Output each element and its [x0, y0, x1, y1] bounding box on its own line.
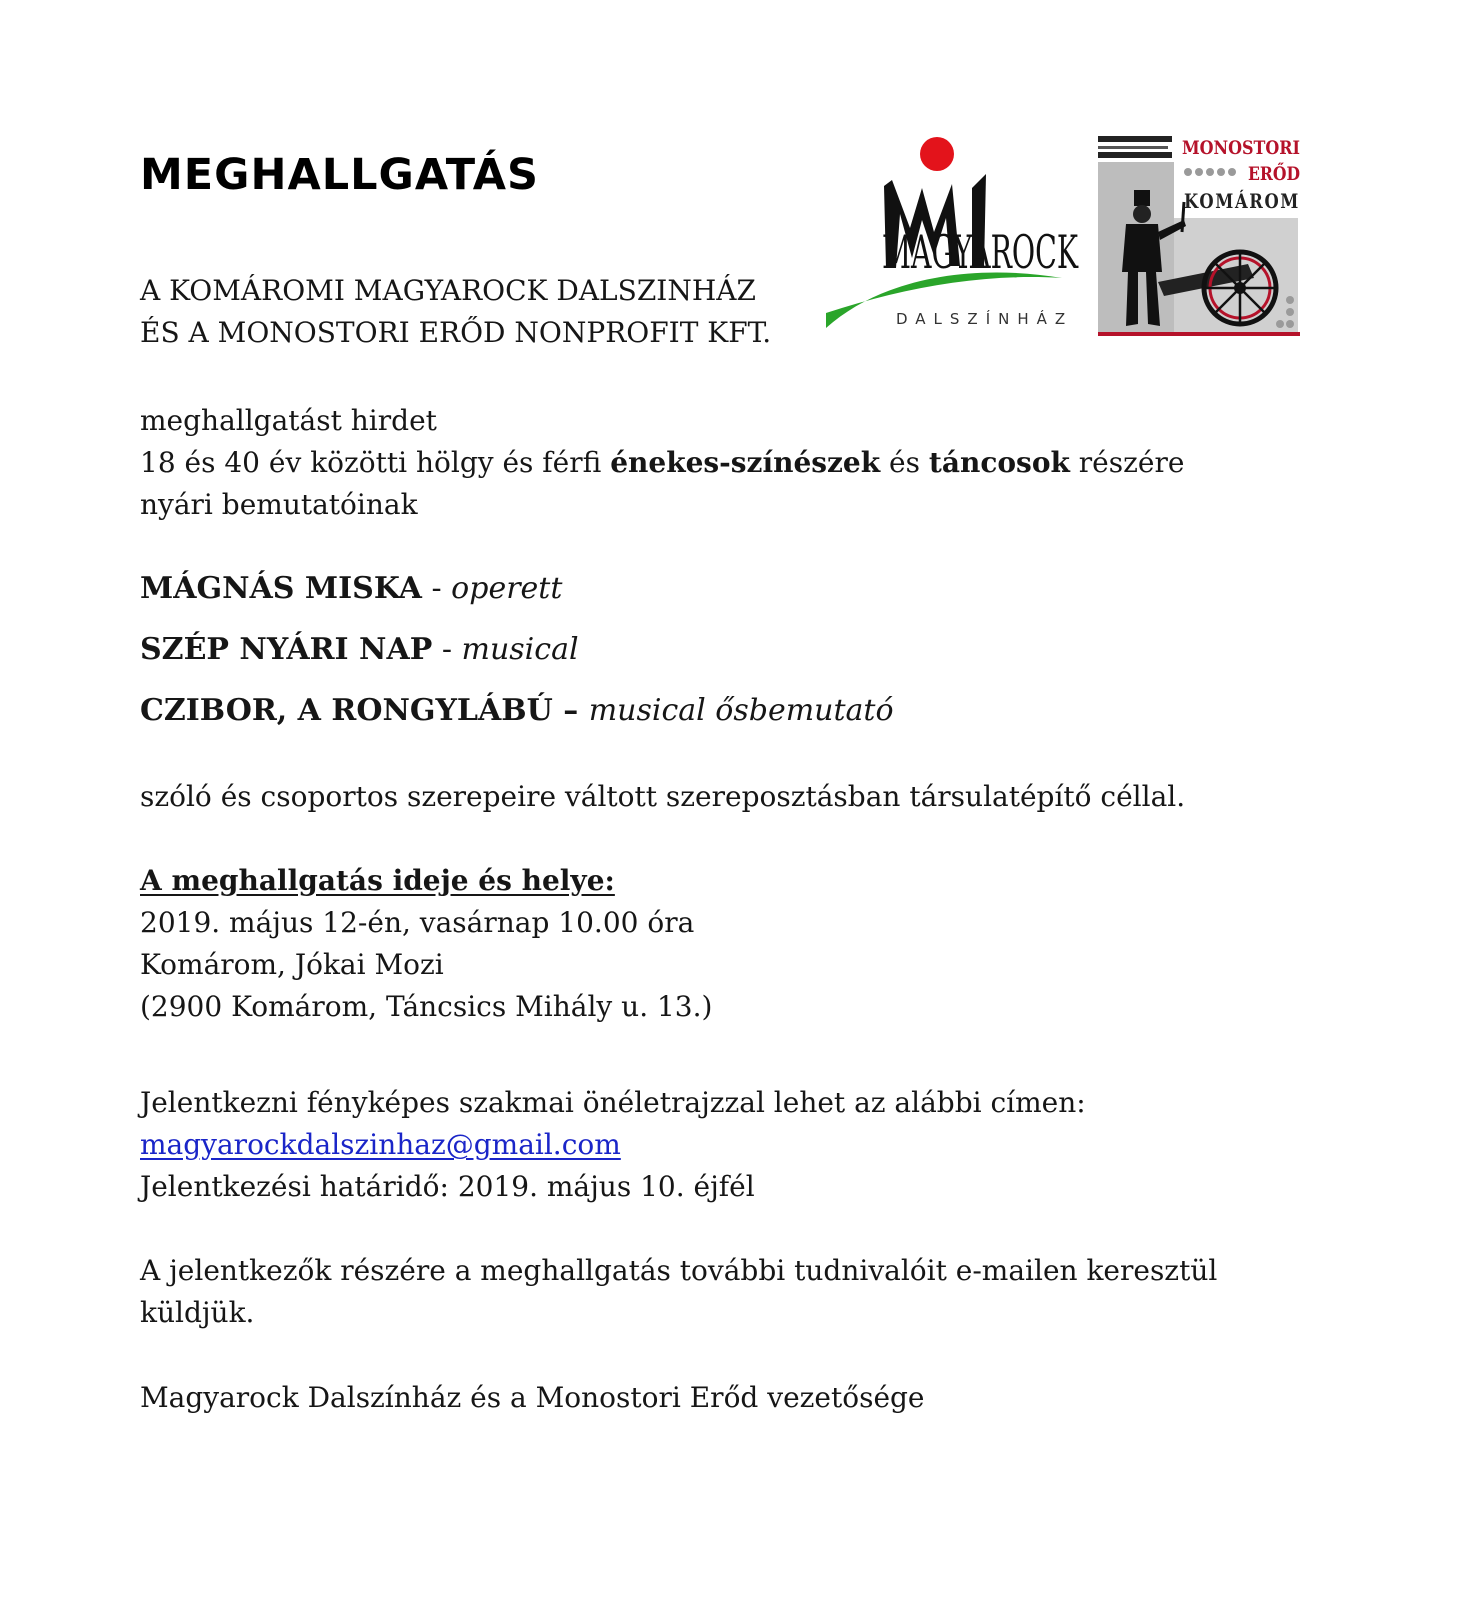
further-info-text: A jelentkezők részére a meghallgatás további tudnivalóit e-mailen keresztül küldjük. — [140, 1254, 1218, 1329]
page-title: MEGHALLGATÁS — [140, 150, 539, 200]
signature: Magyarock Dalszínház és a Monostori Erőd vezetősége — [140, 1381, 925, 1414]
monostori-erod-logo — [1098, 132, 1312, 338]
show-title: SZÉP NYÁRI NAP — [140, 632, 433, 667]
komarom-label: KOMÁROM — [1184, 189, 1300, 213]
audition-address: (2900 Komárom, Táncsics Mihály u. 13.) — [140, 990, 713, 1023]
organizer-line-2: ÉS A MONOSTORI ERŐD NONPROFIT KFT. — [140, 316, 772, 349]
application-instruction: Jelentkezni fényképes szakmai önéletrajzzal lehet az alábbi címen: — [140, 1086, 1086, 1119]
announcement-line-2 — [140, 442, 1184, 484]
email-link[interactable]: magyarockdalszinhaz@gmail.com — [140, 1128, 621, 1161]
show-genre: musical — [461, 632, 579, 667]
dalszinhaz-label: DALSZÍNHÁZ — [896, 310, 1074, 328]
announcement-conjunction: és — [880, 446, 929, 479]
show-item — [140, 567, 894, 628]
magyarock-logo — [822, 128, 1084, 338]
erod-label: ERŐD — [1248, 163, 1312, 185]
announcement-line-3: nyári bemutatóinak — [140, 488, 418, 521]
organizers — [140, 270, 771, 354]
application-info — [140, 1082, 1086, 1208]
magyarock-wordmark: MAGYAROCK — [882, 225, 1080, 279]
announcement-prefix: 18 és 40 év közötti hölgy és férfi — [140, 446, 611, 479]
application-deadline: Jelentkezési határidő: 2019. május 10. éjfél — [140, 1170, 755, 1203]
audition-date: 2019. május 12-én, vasárnap 10.00 óra — [140, 906, 695, 939]
monostori-label: MONOSTORI — [1182, 137, 1301, 159]
show-separator: - — [421, 571, 452, 606]
show-genre: musical ősbemutató — [588, 693, 894, 728]
show-list — [140, 567, 894, 750]
role-singers-actors: énekes-színészek — [610, 446, 881, 479]
announcement — [140, 400, 1184, 526]
details-heading: A meghallgatás ideje és helye: — [140, 864, 615, 897]
audition-details — [140, 860, 712, 1028]
announcement-suffix: részére — [1069, 446, 1185, 479]
purpose-text: szóló és csoportos szerepeire váltott szereposztásban társulatépítő céllal. — [140, 780, 1186, 813]
show-genre: operett — [451, 571, 563, 606]
show-separator: – — [552, 693, 589, 728]
sun-icon — [920, 137, 954, 171]
audition-venue: Komárom, Jókai Mozi — [140, 948, 444, 981]
dots-icon — [1184, 168, 1236, 176]
show-item — [140, 628, 894, 689]
show-title: CZIBOR, A RONGYLÁBÚ — [140, 693, 553, 728]
show-title: MÁGNÁS MISKA — [140, 571, 422, 606]
organizer-line-1: A KOMÁROMI MAGYAROCK DALSZINHÁZ — [140, 274, 756, 307]
show-separator: - — [432, 632, 462, 667]
role-dancers: táncosok — [928, 446, 1070, 479]
announcement-line-1: meghallgatást hirdet — [140, 404, 437, 437]
show-item — [140, 689, 894, 750]
